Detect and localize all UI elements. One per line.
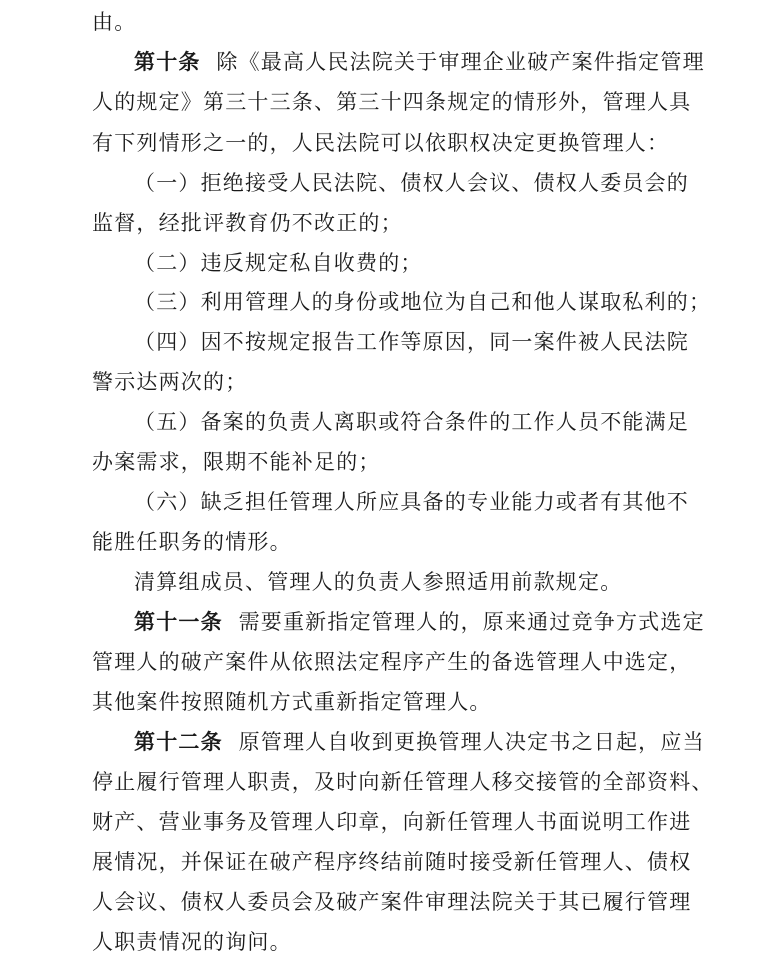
line-text: 有下列情形之一的，人民法院可以依职权决定更换管理人： [92,131,670,155]
line-text: 需要重新指定管理人的，原来通过竞争方式选定 [238,610,705,634]
article-11-first-line [134,610,705,634]
text-line [92,211,403,235]
line-text: 能胜任职务的情形。 [92,530,292,554]
list-item-3 [134,290,711,314]
list-item-2 [134,251,423,275]
text-line [92,530,292,554]
article-10-heading: 第十条 [134,49,201,74]
line-text: 财产、营业事务及管理人印章，向新任管理人书面说明工作进 [92,810,692,834]
article-12-first-line [134,730,705,754]
text-line [92,450,381,474]
paragraph-line [134,570,622,594]
line-text: 办案需求，限期不能补足的； [92,450,381,474]
text-line [92,690,492,714]
line-text: （四）因不按规定报告工作等原因，同一案件被人民法院 [134,330,689,354]
text-line [92,10,136,34]
article-11-heading: 第十一条 [134,609,223,634]
article-10-lead: 除 [216,50,239,74]
line-text: 停止履行管理人职责，及时向新任管理人移交接管的全部资料、 [92,770,714,794]
line-text: （五）备案的负责人离职或符合条件的工作人员不能满足 [134,410,689,434]
line-text: 由。 [92,10,137,34]
text-line [92,850,691,874]
text-line [92,131,669,155]
line-text: （六）缺乏担任管理人所应具备的专业能力或者有其他不 [134,490,689,514]
list-item-6 [134,490,689,514]
line-text: 原管理人自收到更换管理人决定书之日起，应当 [238,730,705,754]
list-item-4 [134,330,689,354]
line-text: 《最高人民法院关于审理企业破产案件指定管理 [238,50,705,74]
text-line [92,930,292,954]
line-text: 人会议、债权人委员会及破产案件审理法院关于其已履行管理 [92,890,692,914]
line-text: 警示达两次的； [92,370,248,394]
article-10-first-line [134,50,705,74]
text-line [92,810,691,834]
article-12-heading: 第十二条 [134,729,223,754]
list-item-1 [134,171,689,195]
text-line [92,890,691,914]
line-text: 人的规定》第三十三条、第三十四条规定的情形外，管理人具 [92,90,692,114]
line-text: 监督，经批评教育仍不改正的； [92,211,403,235]
text-line [92,90,691,114]
text-line [92,370,247,394]
line-text: 其他案件按照随机方式重新指定管理人。 [92,690,492,714]
line-text: 展情况，并保证在破产程序终结前随时接受新任管理人、债权 [92,850,692,874]
list-item-5 [134,410,689,434]
text-line [92,650,691,674]
text-line [92,770,714,794]
line-text: 管理人的破产案件从依照法定程序产生的备选管理人中选定， [92,650,692,674]
line-text: 人职责情况的询问。 [92,930,292,954]
line-text: 清算组成员、管理人的负责人参照适用前款规定。 [134,570,623,594]
line-text: （一）拒绝接受人民法院、债权人会议、债权人委员会的 [134,171,689,195]
line-text: （三）利用管理人的身份或地位为自己和他人谋取私利的； [134,290,712,314]
line-text: （二）违反规定私自收费的； [134,251,423,275]
